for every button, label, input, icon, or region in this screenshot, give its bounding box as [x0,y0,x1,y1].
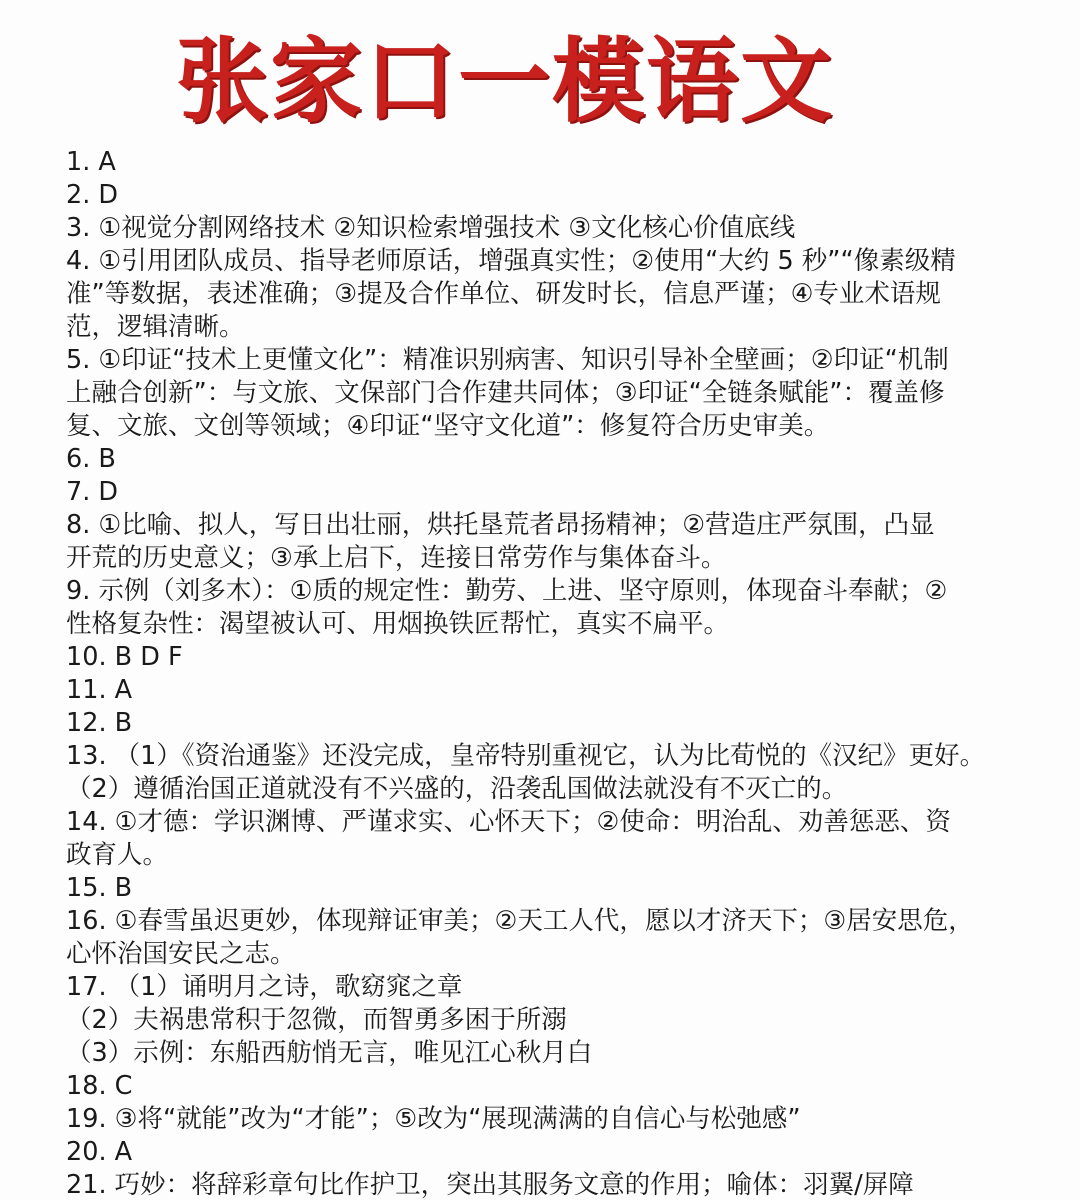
answer-line: 心怀治国安民之志。 [66,939,296,969]
answer-line: （2）夫祸患常积于忽微，而智勇多困于所溺 [66,1005,567,1035]
answer-line: 上融合创新”：与文旅、文保部门合作建共同体；③印证“全链条赋能”：覆盖修 [66,378,945,408]
answer-line: 5. ①印证“技术上更懂文化”：精准识别病害、知识引导补全壁画；②印证“机制 [66,345,949,375]
answer-line: 2. D [66,180,119,210]
answer-line: 16. ①春雪虽迟更妙，体现辩证审美；②天工人代，愿以才济天下；③居安思危， [66,906,974,936]
answer-line: 政育人。 [66,840,169,870]
answer-line: 6. B [66,444,116,474]
answer-line: 7. D [66,477,119,507]
answer-line: 14. ①才德：学识渊博、严谨求实、心怀天下；②使命：明治乱、劝善惩恶、资 [66,807,951,837]
answer-line: 18. C [66,1071,133,1101]
answer-line: 4. ①引用团队成员、指导老师原话，增强真实性；②使用“大约 5 秒”“像素级精 [66,246,956,276]
answer-line: 开荒的历史意义；③承上启下，连接日常劳作与集体奋斗。 [66,543,727,573]
answer-line: 性格复杂性：渴望被认可、用烟换铁匠帮忙，真实不扁平。 [66,609,730,639]
answer-line: 20. A [66,1137,133,1167]
answer-list [66,146,986,1202]
answer-line: 3. ①视觉分割网络技术 ②知识检索增强技术 ③文化核心价值底线 [66,213,796,243]
answer-line: （3）示例：东船西舫悄无言，唯见江心秋月白 [66,1038,593,1068]
answer-line: 11. A [66,675,133,705]
answer-line: 准”等数据，表述准确；③提及合作单位、研发时长，信息严谨；④专业术语规 [66,279,941,309]
answer-line: 8. ①比喻、拟人，写日出壮丽，烘托垦荒者昂扬精神；②营造庄严氛围，凸显 [66,510,935,540]
answer-line: 21. 巧妙：将辞彩章句比作护卫，突出其服务文意的作用；喻体：羽翼/屏障 [66,1170,914,1200]
answer-line: 13. （1）《资治通鉴》还没完成，皇帝特别重视它，认为比荀悦的《汉纪》更好。 [66,741,986,771]
answer-line: 9. 示例（刘多木）：①质的规定性：勤劳、上进、坚守原则，体现奋斗奉献；② [66,576,948,606]
answer-line: 复、文旅、文创等领域；④印证“坚守文化道”：修复符合历史审美。 [66,411,830,441]
answer-line: 15. B [66,873,133,903]
answer-line: 范，逻辑清晰。 [66,312,245,342]
answer-line: 12. B [66,708,133,738]
page-title: 张家口一模语文 [175,28,834,135]
answer-line: 10. B D F [66,642,183,672]
answer-line: （2）遵循治国正道就没有不兴盛的，沿袭乱国做法就没有不灭亡的。 [66,774,848,804]
answer-line: 1. A [66,147,116,177]
answer-line: 19. ③将“就能”改为“才能”；⑤改为“展现满满的自信心与松弛感” [66,1104,801,1134]
answer-line: 17. （1）诵明月之诗，歌窈窕之章 [66,972,463,1002]
